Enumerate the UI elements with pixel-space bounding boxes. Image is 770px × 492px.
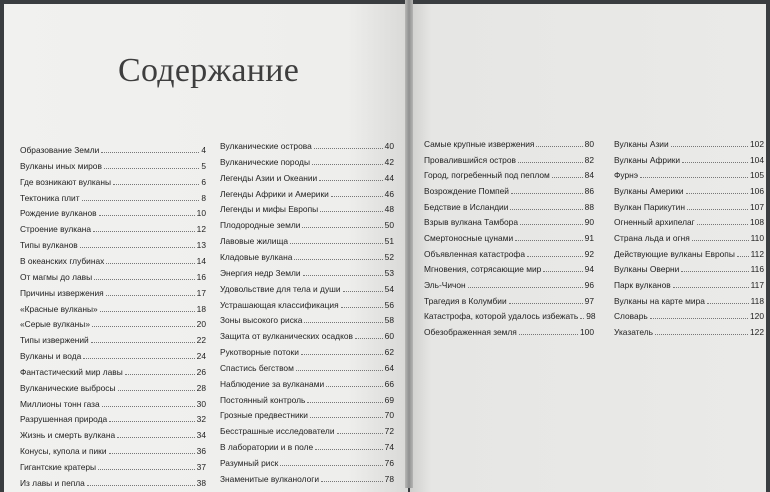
dot-leader [109, 421, 195, 422]
toc-entry-title: Действующие вулканы Европы [614, 248, 735, 259]
toc-entry [220, 261, 394, 278]
dot-leader [301, 354, 383, 355]
toc-entry-page: 51 [384, 236, 394, 247]
toc-entry-page: 69 [384, 394, 394, 405]
toc-entry [220, 150, 394, 167]
toc-entry-title: Самые крупные извержения [424, 139, 535, 149]
dot-leader [98, 469, 195, 470]
toc-entry-title: Конусы, купола и пики [20, 446, 107, 457]
toc-entry-page: 91 [584, 232, 594, 243]
toc-entry-page: 70 [384, 410, 394, 421]
toc-entry-page: 116 [750, 264, 764, 275]
toc-entry-title: Лавовые жилища [220, 236, 289, 247]
toc-entry-title: Устрашающая классификация [220, 299, 339, 310]
toc-entry-title: Страна льда и огня [614, 232, 690, 243]
toc-entry-title: Легенды Азии и Океании [220, 172, 318, 183]
toc-entry-title: Взрыв вулкана Тамбора [424, 217, 518, 228]
toc-entry [614, 163, 764, 180]
toc-entry [20, 455, 206, 472]
toc-entry-page: 110 [750, 232, 764, 243]
dot-leader [106, 295, 195, 296]
dot-leader [92, 326, 195, 327]
dot-leader [82, 200, 200, 201]
toc-entry-page: 28 [196, 382, 206, 393]
toc-entry-page: 106 [750, 185, 764, 196]
toc-entry [20, 154, 206, 171]
toc-entry [220, 134, 394, 151]
toc-entry-page: 76 [384, 458, 394, 468]
toc-entry-page: 54 [384, 283, 394, 294]
toc-entry-title: Смертоносные цунами [424, 232, 514, 243]
toc-entry-title: Строение вулкана [20, 224, 92, 235]
toc-entry-title: Знаменитые вулканологи [220, 473, 320, 484]
toc-entry [614, 304, 764, 321]
toc-entry [220, 419, 394, 436]
toc-entry-title: Трагедия в Колумбии [424, 295, 507, 306]
toc-entry-title: Спастись бегством [220, 362, 294, 373]
toc-entry-title: Разумный риск [220, 458, 279, 468]
toc-entry-page: 92 [584, 248, 594, 259]
dot-leader [326, 386, 383, 387]
toc-entry [424, 242, 594, 259]
dot-leader [118, 390, 195, 391]
toc-entry-page: 26 [196, 366, 206, 377]
toc-entry-page: 4 [201, 145, 206, 155]
toc-entry [220, 182, 394, 199]
toc-entry [220, 166, 394, 183]
toc-entry [424, 195, 594, 212]
toc-entry [220, 213, 394, 230]
dot-leader [655, 334, 748, 335]
toc-entry-title: Наблюдение за вулканами [220, 378, 325, 389]
toc-entry-title: Возрождение Помпей [424, 185, 509, 196]
dot-leader [87, 485, 195, 486]
toc-entry-page: 24 [196, 351, 206, 362]
toc-entry [424, 320, 594, 337]
toc-entry-title: Катастрофа, которой удалось избежать [424, 311, 579, 322]
toc-entry-page: 22 [196, 335, 206, 346]
toc-entry-title: Гигантские кратеры [20, 462, 97, 472]
dot-leader [280, 465, 382, 466]
toc-entry-title: Причины извержения [20, 287, 104, 298]
toc-entry-title: Указатель [614, 326, 654, 337]
toc-entry-title: Вулканические породы [220, 156, 310, 167]
toc-entry [20, 233, 206, 250]
toc-entry-page: 18 [196, 303, 206, 314]
toc-entry-page: 13 [196, 240, 206, 251]
toc-entry [220, 451, 394, 468]
toc-entry [20, 201, 206, 218]
toc-entry-page: 52 [384, 251, 394, 262]
dot-leader [331, 196, 383, 197]
toc-entry-title: Типы извержений [20, 335, 89, 346]
toc-entry [20, 297, 206, 314]
toc-entry [20, 170, 206, 187]
toc-entry [424, 257, 594, 274]
dot-leader [117, 437, 195, 438]
toc-entry-title: Провалившийся остров [424, 154, 516, 165]
toc-entry-page: 112 [750, 248, 764, 259]
toc-entry-page: 102 [750, 139, 764, 149]
toc-entry-title: Разрушенная природа [20, 414, 108, 425]
dot-leader [104, 168, 199, 169]
toc-entry-title: Вулканы Америки [614, 185, 684, 196]
toc-entry-page: 5 [201, 160, 206, 171]
toc-entry-title: Вулканические острова [220, 141, 312, 151]
toc-entry-page: 64 [384, 362, 394, 373]
dot-leader [319, 180, 382, 181]
toc-entry-title: Вулканы иных миров [20, 160, 102, 171]
toc-entry-page: 32 [196, 414, 206, 425]
toc-entry-title: Где возникают вулканы [20, 176, 111, 187]
toc-entry-title: «Серые вулканы» [20, 319, 90, 330]
toc-entry-title: Эль-Чичон [424, 279, 466, 290]
toc-entry-title: Постоянный контроль [220, 394, 306, 405]
toc-entry-title: Рукотворные потоки [220, 347, 299, 358]
toc-entry [220, 403, 394, 420]
toc-entry-title: Вулканические выбросы [20, 382, 116, 393]
toc-entry-page: 38 [196, 477, 206, 488]
toc-entry [614, 320, 764, 337]
toc-entry [20, 376, 206, 393]
toc-entry-title: Огненный архипелаг [614, 217, 695, 228]
toc-entry-page: 30 [196, 398, 206, 409]
toc-entry-page: 44 [384, 172, 394, 183]
toc-entry-title: Образование Земли [20, 145, 100, 155]
toc-entry [20, 471, 206, 488]
toc-entry-page: 107 [750, 201, 764, 212]
toc-entry-page: 16 [196, 271, 206, 282]
toc-entry [220, 308, 394, 325]
toc-entry-page: 53 [384, 267, 394, 278]
toc-entry-page: 118 [750, 295, 764, 306]
dot-leader [106, 263, 194, 264]
toc-entry [424, 273, 594, 290]
toc-entry [614, 210, 764, 227]
toc-entry [424, 289, 594, 306]
toc-entry-page: 84 [584, 170, 594, 181]
toc-entry-title: Бесстрашные исследователи [220, 426, 335, 437]
dot-leader [125, 374, 195, 375]
dot-leader [94, 279, 195, 280]
toc-entry-page: 74 [384, 442, 394, 453]
dot-leader [102, 406, 195, 407]
dot-leader [109, 453, 195, 454]
toc-entry-page: 72 [384, 426, 394, 437]
toc-entry-page: 66 [384, 378, 394, 389]
toc-entry [20, 392, 206, 409]
toc-entry [614, 148, 764, 165]
toc-entry-title: Легенды и мифы Европы [220, 204, 319, 215]
toc-entry-page: 48 [384, 204, 394, 215]
toc-entry-page: 60 [384, 331, 394, 342]
toc-entry-title: Кладовые вулкана [220, 251, 293, 262]
toc-entry [220, 388, 394, 405]
toc-entry-page: 96 [584, 279, 594, 290]
toc-entry [614, 132, 764, 149]
toc-entry [424, 148, 594, 165]
toc-entry [220, 324, 394, 341]
toc-entry-page: 80 [584, 139, 594, 149]
toc-entry-title: Вулканы Африки [614, 154, 681, 165]
dot-leader [296, 370, 383, 371]
toc-entry-page: 58 [384, 315, 394, 326]
toc-entry-page: 36 [196, 446, 206, 457]
toc-entry-title: Фантастический мир лавы [20, 366, 123, 377]
toc-entry-title: Грозные предвестники [220, 410, 308, 421]
toc-entry-title: Фурнэ [614, 170, 639, 181]
toc-entry-page: 62 [384, 347, 394, 358]
toc-entry [424, 226, 594, 243]
toc-entry-page: 37 [196, 462, 206, 472]
toc-entry-title: Обезображенная земля [424, 326, 517, 337]
toc-entry-page: 56 [384, 299, 394, 310]
dot-leader [519, 334, 578, 335]
toc-entry-title: Зоны высокого риска [220, 315, 303, 326]
toc-entry [220, 197, 394, 214]
toc-entry-page: 105 [750, 170, 764, 181]
dot-leader [101, 152, 199, 153]
toc-entry [424, 163, 594, 180]
toc-entry-title: Жизнь и смерть вулкана [20, 430, 116, 441]
toc-entry [220, 340, 394, 357]
toc-entry [20, 439, 206, 456]
toc-entry [220, 435, 394, 452]
toc-entry [20, 217, 206, 234]
toc-entry-title: Парк вулканов [614, 279, 671, 290]
toc-entry-page: 12 [196, 224, 206, 235]
toc-entry [20, 328, 206, 345]
toc-entry-page: 122 [750, 326, 764, 337]
dot-leader [100, 311, 195, 312]
dot-leader [304, 322, 382, 323]
toc-entry-title: Энергия недр Земли [220, 267, 301, 278]
toc-entry-title: Плодородные земли [220, 220, 301, 231]
dot-leader [294, 259, 382, 260]
toc-entry-title: Город, погребенный под пеплом [424, 170, 550, 181]
toc-entry-page: 90 [584, 217, 594, 228]
toc-entry-page: 20 [196, 319, 206, 330]
toc-entry-page: 17 [196, 287, 206, 298]
toc-entry [614, 195, 764, 212]
toc-entry-page: 88 [584, 201, 594, 212]
toc-entry-title: Объявленная катастрофа [424, 248, 525, 259]
toc-entry-title: В океанских глубинах [20, 255, 105, 266]
toc-entry [220, 245, 394, 262]
toc-entry-page: 98 [586, 311, 596, 322]
toc-entry-page: 108 [750, 217, 764, 228]
dot-leader [307, 402, 382, 403]
toc-entry [614, 257, 764, 274]
toc-entry-title: Бедствие в Исландии [424, 201, 509, 212]
toc-entry [424, 179, 594, 196]
toc-entry-title: Удовольствие для тела и души [220, 283, 341, 294]
toc-entry [614, 179, 764, 196]
toc-entry-title: Вулканы Азии [614, 139, 669, 149]
toc-entry [20, 360, 206, 377]
toc-entry [20, 265, 206, 282]
toc-entry-title: Рождение вулканов [20, 208, 97, 219]
dot-leader [337, 433, 383, 434]
toc-entry-title: Словарь [614, 311, 648, 322]
toc-entry-title: Легенды Африки и Америки [220, 188, 329, 199]
toc-entry-page: 50 [384, 220, 394, 231]
toc-entry-page: 42 [384, 156, 394, 167]
toc-entry-title: Мгновения, сотрясающие мир [424, 264, 542, 275]
toc-entry [220, 229, 394, 246]
toc-entry-title: Из лавы и пепла [20, 477, 85, 488]
dot-leader [99, 215, 195, 216]
dot-leader [343, 291, 383, 292]
toc-entry-title: В лаборатории и в поле [220, 442, 314, 453]
toc-entry [220, 277, 394, 294]
dot-leader [310, 417, 383, 418]
toc-entry [220, 467, 394, 484]
toc-entry-title: Вулканы и вода [20, 351, 82, 362]
toc-entry-page: 34 [196, 430, 206, 441]
toc-entry [20, 281, 206, 298]
toc-entry-title: Защита от вулканических осадков [220, 331, 353, 342]
toc-entry-page: 97 [584, 295, 594, 306]
dot-leader [321, 481, 383, 482]
dot-leader [303, 275, 383, 276]
dot-leader [355, 338, 383, 339]
toc-entry [20, 186, 206, 203]
toc-entry-title: Тектоника плит [20, 192, 80, 203]
toc-entry [20, 249, 206, 266]
dot-leader [312, 164, 383, 165]
toc-entry-page: 6 [201, 176, 206, 187]
toc-entry-page: 40 [384, 141, 394, 151]
book-spine [405, 0, 413, 488]
dot-leader [290, 243, 383, 244]
page-title: Содержание [118, 52, 300, 89]
toc-entry [20, 138, 206, 155]
toc-entry-page: 82 [584, 154, 594, 165]
toc-entry-page: 104 [750, 154, 764, 165]
toc-entry-title: Миллионы тонн газа [20, 398, 100, 409]
toc-entry [20, 407, 206, 424]
toc-entry-title: «Красные вулканы» [20, 303, 98, 314]
dot-leader [302, 227, 382, 228]
toc-entry-title: Вулканы на карте мира [614, 295, 705, 306]
toc-entry-title: Вулкан Парикутин [614, 201, 685, 212]
dot-leader [341, 307, 383, 308]
toc-entry-page: 94 [584, 264, 594, 275]
toc-entry [424, 210, 594, 227]
toc-entry [424, 132, 594, 149]
dot-leader [320, 211, 383, 212]
toc-entry [614, 273, 764, 290]
toc-entry [20, 312, 206, 329]
toc-entry [20, 344, 206, 361]
toc-entry-page: 10 [196, 208, 206, 219]
toc-entry-page: 46 [384, 188, 394, 199]
dot-leader [113, 184, 199, 185]
toc-entry-page: 78 [384, 473, 394, 484]
toc-entry-page: 14 [196, 255, 206, 266]
toc-entry-title: Вулканы Оверни [614, 264, 680, 275]
dot-leader [80, 247, 195, 248]
dot-leader [83, 358, 194, 359]
toc-entry-page: 86 [584, 185, 594, 196]
toc-entry [614, 289, 764, 306]
toc-entry [424, 304, 594, 321]
toc-entry [220, 293, 394, 310]
toc-entry-page: 120 [750, 311, 764, 322]
dot-leader [93, 231, 195, 232]
dot-leader [314, 148, 383, 149]
toc-entry [220, 356, 394, 373]
toc-entry-page: 8 [201, 192, 206, 203]
toc-entry-title: От магмы до лавы [20, 271, 93, 282]
toc-entry-page: 100 [580, 326, 594, 337]
toc-entry [20, 423, 206, 440]
toc-entry [614, 242, 764, 259]
toc-entry [220, 372, 394, 389]
toc-entry-title: Типы вулканов [20, 240, 78, 251]
toc-entry [614, 226, 764, 243]
dot-leader [91, 342, 195, 343]
dot-leader [315, 449, 383, 450]
toc-entry-page: 117 [750, 279, 764, 290]
